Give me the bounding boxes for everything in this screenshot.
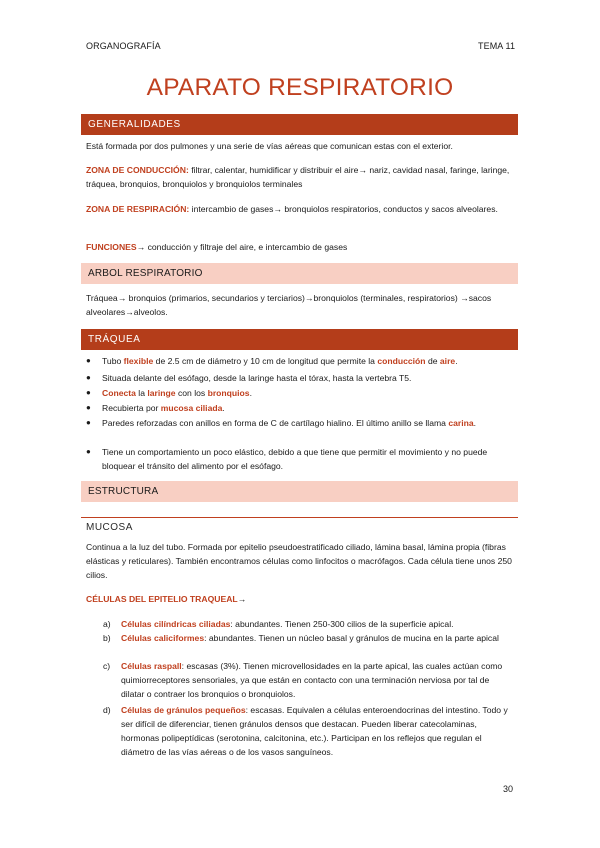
zona-respiracion-text: intercambio de gases→ bronquiolos respiratorios, conductos y sacos alveolares. [189,204,498,214]
subsection-heading-mucosa: MUCOSA [86,522,133,533]
zona-conduccion-label: ZONA DE CONDUCCIÓN: [86,165,189,175]
zona-conduccion-paragraph [86,163,514,191]
bullet-icon: ● [86,356,91,365]
bullet-icon: ● [86,373,91,382]
section-heading-estructura: ESTRUCTURA [81,481,518,502]
section-heading-traquea: TRÁQUEA [81,329,518,350]
running-header-subject: ORGANOGRAFÍA [86,41,161,51]
zona-respiracion-paragraph [86,202,514,216]
celulas-heading: CÉLULAS DEL EPITELIO TRAQUEAL→ [86,594,247,604]
funciones-paragraph [86,240,514,254]
bullet-icon: ● [86,388,91,397]
section-heading-generalidades: GENERALIDADES [81,114,518,135]
bullet-icon: ● [86,418,91,427]
mucosa-text: Continua a la luz del tubo. Formada por epitelio pseudoestratificado ciliado, lámina basal, lámina propia (fibras elásticas y reticulares). También encontramos células como linfocitos o macrófagos. Cada célula tiene unos 250 cilios. [86,542,512,580]
running-header-chapter: TEMA 11 [478,41,516,51]
zona-conduccion-text: filtrar, calentar, humidificar y distribuir el aire→ nariz, cavidad nasal, faringe, laringe, tráquea, bronquios, bronquiolos y bronquiolos terminales [86,165,510,189]
bullet-icon: ● [86,447,91,456]
funciones-label: FUNCIONES [86,242,137,252]
section-heading-arbol: ARBOL RESPIRATORIO [81,263,518,284]
section-divider [81,517,518,518]
bullet-icon: ● [86,403,91,412]
zona-respiracion-label: ZONA DE RESPIRACIÓN: [86,204,190,214]
page-number: 30 [503,784,514,794]
funciones-text: → conducción y filtraje del aire, e intercambio de gases [136,242,348,252]
arbol-text: Tráquea→ bronquios (primarios, secundarios y terciarios)→bronquiolos (terminales, respiratorios) →sacos alveolares→alveolos. [86,293,492,317]
generalidades-intro: Está formada por dos pulmones y una serie de vías aéreas que comunican estas con el exterior. [86,141,453,151]
page-title: APARATO RESPIRATORIO [146,74,454,101]
